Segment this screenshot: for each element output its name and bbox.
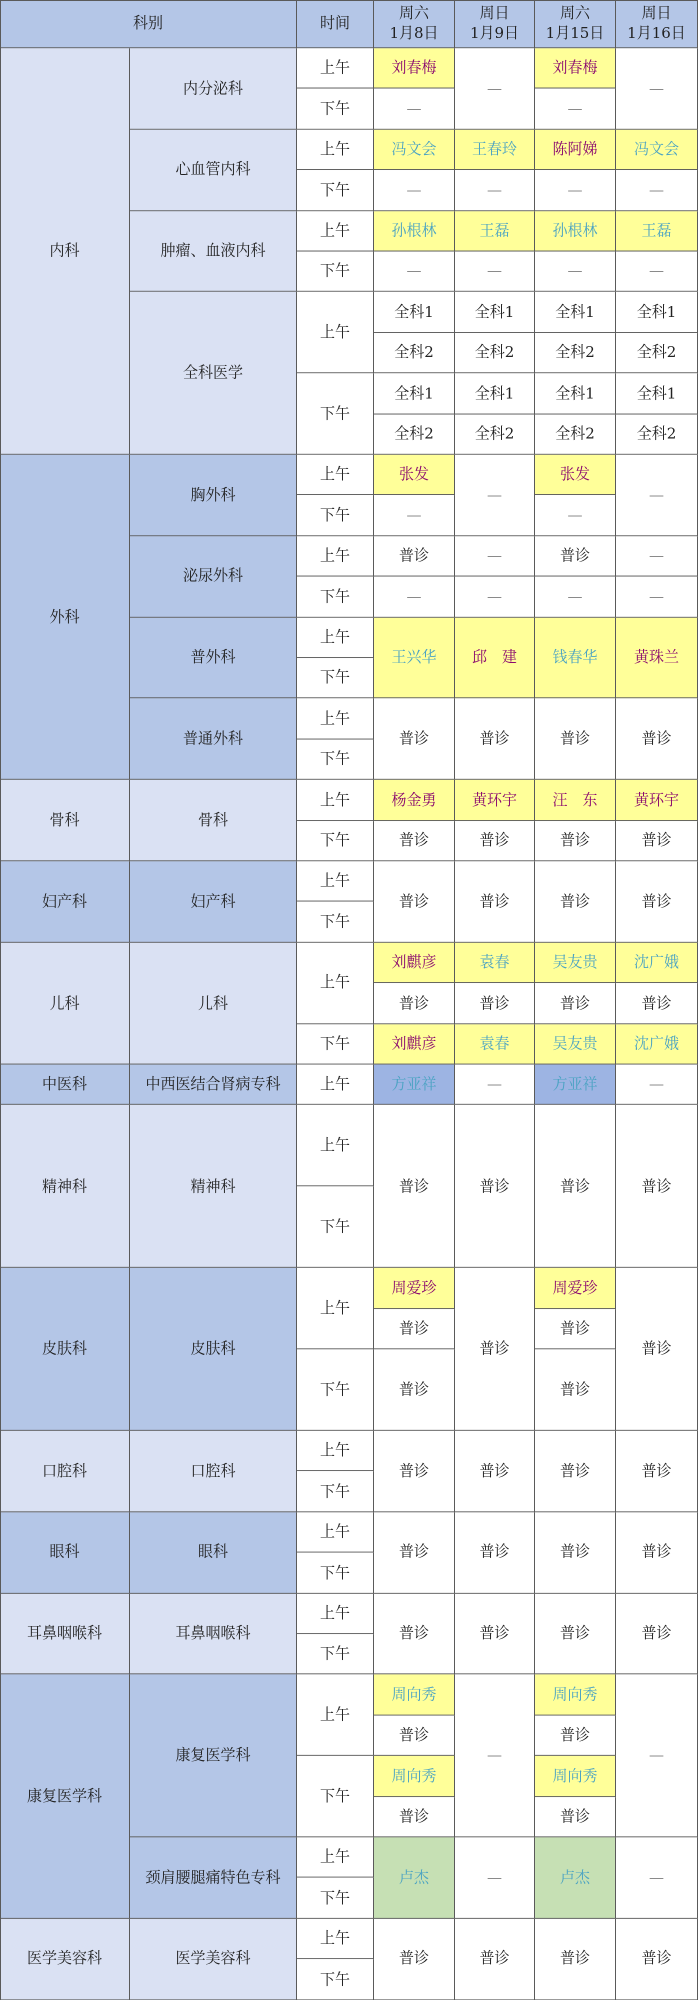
doctor-name: 钱春华 — [535, 617, 616, 698]
time-am: 上午 — [297, 1675, 374, 1756]
time-pm: 下午 — [297, 89, 374, 130]
time-am: 上午 — [297, 1512, 374, 1553]
empty-slot: — — [374, 89, 455, 130]
clinic-slot: 全科1 — [455, 374, 535, 415]
time-pm: 下午 — [297, 902, 374, 943]
clinic-slot: 普诊 — [374, 1512, 455, 1593]
doctor-name: 刘麒彦 — [374, 1024, 455, 1065]
clinic-slot: 普诊 — [616, 983, 698, 1024]
clinic-slot: 普诊 — [455, 983, 535, 1024]
time-am: 上午 — [297, 211, 374, 252]
empty-slot: — — [374, 252, 455, 293]
dept-name: 口腔科 — [0, 1431, 130, 1512]
clinic-slot: 普诊 — [374, 1309, 455, 1350]
time-am: 上午 — [297, 536, 374, 577]
subdept-name: 普外科 — [130, 617, 297, 698]
doctor-name: 杨金勇 — [374, 780, 455, 821]
clinic-slot: 普诊 — [374, 1593, 455, 1674]
doctor-name: 卢杰 — [535, 1837, 616, 1918]
doctor-name: 袁春 — [455, 1024, 535, 1065]
empty-slot: — — [455, 577, 535, 618]
doctor-name: 吴友贵 — [535, 1024, 616, 1065]
empty-slot: — — [535, 170, 616, 211]
clinic-slot: 全科2 — [616, 414, 698, 455]
empty-slot: — — [616, 577, 698, 618]
clinic-slot: 普诊 — [535, 821, 616, 862]
subdept-name: 胸外科 — [130, 455, 297, 536]
dept-name: 妇产科 — [0, 861, 130, 942]
time-pm: 下午 — [297, 658, 374, 699]
clinic-slot: 普诊 — [455, 861, 535, 942]
clinic-slot: 普诊 — [374, 983, 455, 1024]
doctor-name: 陈阿娣 — [535, 130, 616, 171]
time-am: 上午 — [297, 1065, 374, 1106]
clinic-slot: 全科1 — [535, 374, 616, 415]
time-pm: 下午 — [297, 821, 374, 862]
time-pm: 下午 — [297, 1472, 374, 1513]
doctor-name: 刘春梅 — [535, 48, 616, 89]
time-pm: 下午 — [297, 252, 374, 293]
subdept-name: 内分泌科 — [130, 48, 297, 129]
subdept-name: 心血管内科 — [130, 130, 297, 211]
empty-slot: — — [616, 48, 698, 129]
empty-slot: — — [535, 252, 616, 293]
clinic-slot: 普诊 — [374, 821, 455, 862]
subdept-name: 颈肩腰腿痛特色专科 — [130, 1837, 297, 1918]
empty-slot: — — [616, 252, 698, 293]
subdept-name: 全科医学 — [130, 292, 297, 455]
time-am: 上午 — [297, 861, 374, 902]
doctor-name: 黄环宇 — [616, 780, 698, 821]
doctor-name: 冯文会 — [374, 130, 455, 171]
doctor-name: 方亚祥 — [374, 1065, 455, 1106]
dept-name: 眼科 — [0, 1512, 130, 1593]
day-header — [535, 0, 616, 48]
clinic-slot: 全科2 — [616, 333, 698, 374]
doctor-name: 周向秀 — [535, 1675, 616, 1716]
subdept-name: 医学美容科 — [130, 1919, 297, 2000]
empty-slot: — — [616, 1675, 698, 1838]
subdept-name: 妇产科 — [130, 861, 297, 942]
time-am: 上午 — [297, 1919, 374, 1960]
clinic-slot: 普诊 — [535, 536, 616, 577]
dept-name: 内科 — [0, 48, 130, 455]
time-am: 上午 — [297, 1105, 374, 1187]
dept-name: 外科 — [0, 455, 130, 780]
doctor-name: 王春玲 — [455, 130, 535, 171]
time-am: 上午 — [297, 455, 374, 496]
clinic-slot: 普诊 — [535, 983, 616, 1024]
time-am: 上午 — [297, 130, 374, 171]
dept-name: 医学美容科 — [0, 1919, 130, 2000]
empty-slot: — — [616, 1837, 698, 1918]
clinic-slot: 全科2 — [374, 333, 455, 374]
empty-slot: — — [616, 455, 698, 536]
doctor-name: 沈广娥 — [616, 1024, 698, 1065]
subdept-name: 精神科 — [130, 1105, 297, 1268]
doctor-name: 张发 — [374, 455, 455, 496]
clinic-slot: 普诊 — [535, 1512, 616, 1593]
empty-slot: — — [455, 1065, 535, 1106]
subdept-name: 肿瘤、血液内科 — [130, 211, 297, 292]
time-pm: 下午 — [297, 170, 374, 211]
clinic-slot: 普诊 — [455, 1512, 535, 1593]
clinic-slot: 普诊 — [535, 1715, 616, 1756]
day-header — [455, 0, 535, 48]
day-weekday: 周六 — [559, 4, 590, 23]
clinic-slot: 普诊 — [455, 1593, 535, 1674]
clinic-slot: 普诊 — [616, 861, 698, 942]
subdept-name: 儿科 — [130, 943, 297, 1065]
time-pm: 下午 — [297, 577, 374, 618]
subdept-name: 口腔科 — [130, 1431, 297, 1512]
clinic-slot: 全科2 — [535, 414, 616, 455]
clinic-slot: 全科1 — [616, 292, 698, 333]
time-pm: 下午 — [297, 1634, 374, 1675]
clinic-slot: 普诊 — [535, 1105, 616, 1268]
empty-slot: — — [616, 1065, 698, 1106]
dept-header: 科别 — [0, 0, 297, 48]
empty-slot: — — [455, 455, 535, 536]
day-header — [616, 0, 698, 48]
time-pm: 下午 — [297, 1187, 374, 1269]
clinic-slot: 普诊 — [535, 699, 616, 780]
clinic-slot: 普诊 — [535, 1797, 616, 1838]
empty-slot: — — [616, 536, 698, 577]
clinic-slot: 普诊 — [374, 1105, 455, 1268]
clinic-slot: 普诊 — [535, 1350, 616, 1431]
doctor-name: 孙根林 — [374, 211, 455, 252]
clinic-slot: 全科2 — [535, 333, 616, 374]
empty-slot: — — [374, 170, 455, 211]
empty-slot: — — [455, 170, 535, 211]
day-weekday: 周六 — [398, 4, 429, 23]
doctor-name: 方亚祥 — [535, 1065, 616, 1106]
clinic-slot: 全科1 — [374, 374, 455, 415]
time-pm: 下午 — [297, 1350, 374, 1431]
clinic-slot: 全科1 — [455, 292, 535, 333]
day-date: 1月15日 — [545, 23, 605, 42]
doctor-name: 王兴华 — [374, 617, 455, 698]
time-am: 上午 — [297, 292, 374, 373]
day-date: 1月9日 — [469, 23, 520, 42]
doctor-name: 吴友贵 — [535, 943, 616, 984]
doctor-name: 沈广娥 — [616, 943, 698, 984]
time-pm: 下午 — [297, 1024, 374, 1065]
empty-slot: — — [455, 1675, 535, 1838]
dept-name: 骨科 — [0, 780, 130, 861]
time-am: 上午 — [297, 780, 374, 821]
clinic-slot: 全科1 — [616, 374, 698, 415]
clinic-slot: 普诊 — [535, 1431, 616, 1512]
doctor-name: 邱 建 — [455, 617, 535, 698]
doctor-name: 张发 — [535, 455, 616, 496]
clinic-slot: 普诊 — [374, 1715, 455, 1756]
empty-slot: — — [455, 48, 535, 129]
empty-slot: — — [455, 1837, 535, 1918]
subdept-name: 康复医学科 — [130, 1675, 297, 1838]
clinic-slot: 普诊 — [455, 1268, 535, 1431]
clinic-slot: 普诊 — [616, 1593, 698, 1674]
clinic-slot: 全科2 — [455, 333, 535, 374]
time-am: 上午 — [297, 699, 374, 740]
clinic-slot: 全科2 — [374, 414, 455, 455]
clinic-slot: 全科1 — [535, 292, 616, 333]
empty-slot: — — [455, 536, 535, 577]
time-pm: 下午 — [297, 739, 374, 780]
doctor-name: 袁春 — [455, 943, 535, 984]
clinic-slot: 普诊 — [455, 821, 535, 862]
time-am: 上午 — [297, 48, 374, 89]
dept-name: 耳鼻咽喉科 — [0, 1593, 130, 1674]
clinic-slot: 普诊 — [535, 1593, 616, 1674]
time-pm: 下午 — [297, 495, 374, 536]
time-am: 上午 — [297, 943, 374, 1024]
subdept-name: 泌尿外科 — [130, 536, 297, 617]
doctor-name: 汪 东 — [535, 780, 616, 821]
dept-name: 精神科 — [0, 1105, 130, 1268]
dept-name: 皮肤科 — [0, 1268, 130, 1431]
clinic-slot: 普诊 — [374, 1431, 455, 1512]
subdept-name: 普通外科 — [130, 699, 297, 780]
empty-slot: — — [535, 495, 616, 536]
clinic-slot: 普诊 — [616, 1431, 698, 1512]
clinic-slot: 全科2 — [455, 414, 535, 455]
doctor-name: 刘麒彦 — [374, 943, 455, 984]
subdept-name: 眼科 — [130, 1512, 297, 1593]
subdept-name: 中西医结合肾病专科 — [130, 1065, 297, 1106]
doctor-name: 周向秀 — [535, 1756, 616, 1797]
time-pm: 下午 — [297, 374, 374, 455]
day-date: 1月8日 — [389, 23, 439, 42]
clinic-slot: 普诊 — [616, 699, 698, 780]
time-pm: 下午 — [297, 1959, 374, 2000]
doctor-name: 刘春梅 — [374, 48, 455, 89]
day-header — [374, 0, 455, 48]
clinic-slot: 普诊 — [374, 861, 455, 942]
day-weekday: 周日 — [479, 4, 510, 23]
empty-slot: — — [535, 577, 616, 618]
time-am: 上午 — [297, 1431, 374, 1472]
empty-slot: — — [455, 252, 535, 293]
time-am: 上午 — [297, 1837, 374, 1878]
clinic-slot: 普诊 — [535, 1919, 616, 2000]
clinic-slot: 普诊 — [535, 1309, 616, 1350]
empty-slot: — — [535, 89, 616, 130]
doctor-name: 黄珠兰 — [616, 617, 698, 698]
clinic-slot: 普诊 — [374, 536, 455, 577]
clinic-slot: 普诊 — [455, 1431, 535, 1512]
doctor-name: 周爱珍 — [535, 1268, 616, 1309]
clinic-slot: 普诊 — [616, 1105, 698, 1268]
doctor-name: 周向秀 — [374, 1675, 455, 1716]
doctor-name: 黄环宇 — [455, 780, 535, 821]
doctor-name: 王磊 — [616, 211, 698, 252]
clinic-slot: 普诊 — [616, 1268, 698, 1431]
time-am: 上午 — [297, 1268, 374, 1349]
clinic-slot: 普诊 — [616, 821, 698, 862]
clinic-slot: 普诊 — [374, 1919, 455, 2000]
time-am: 上午 — [297, 617, 374, 658]
day-date: 1月16日 — [627, 23, 686, 42]
time-pm: 下午 — [297, 1878, 374, 1919]
dept-name: 儿科 — [0, 943, 130, 1065]
doctor-name: 冯文会 — [616, 130, 698, 171]
doctor-name: 卢杰 — [374, 1837, 455, 1918]
subdept-name: 耳鼻咽喉科 — [130, 1593, 297, 1674]
clinic-slot: 普诊 — [374, 1350, 455, 1431]
dept-name: 中医科 — [0, 1065, 130, 1106]
day-weekday: 周日 — [641, 4, 672, 23]
doctor-name: 周爱珍 — [374, 1268, 455, 1309]
time-pm: 下午 — [297, 1553, 374, 1594]
subdept-name: 骨科 — [130, 780, 297, 861]
clinic-slot: 全科1 — [374, 292, 455, 333]
clinic-slot: 普诊 — [535, 861, 616, 942]
doctor-name: 王磊 — [455, 211, 535, 252]
doctor-name: 周向秀 — [374, 1756, 455, 1797]
clinic-slot: 普诊 — [616, 1919, 698, 2000]
subdept-name: 皮肤科 — [130, 1268, 297, 1431]
clinic-slot: 普诊 — [455, 1919, 535, 2000]
clinic-slot: 普诊 — [374, 1797, 455, 1838]
doctor-name: 孙根林 — [535, 211, 616, 252]
empty-slot: — — [616, 170, 698, 211]
time-header: 时间 — [297, 0, 374, 48]
empty-slot: — — [374, 495, 455, 536]
dept-name: 康复医学科 — [0, 1675, 130, 1919]
time-am: 上午 — [297, 1593, 374, 1634]
clinic-slot: 普诊 — [455, 1105, 535, 1268]
time-pm: 下午 — [297, 1756, 374, 1837]
clinic-slot: 普诊 — [616, 1512, 698, 1593]
clinic-slot: 普诊 — [455, 699, 535, 780]
clinic-slot: 普诊 — [374, 699, 455, 780]
empty-slot: — — [374, 577, 455, 618]
